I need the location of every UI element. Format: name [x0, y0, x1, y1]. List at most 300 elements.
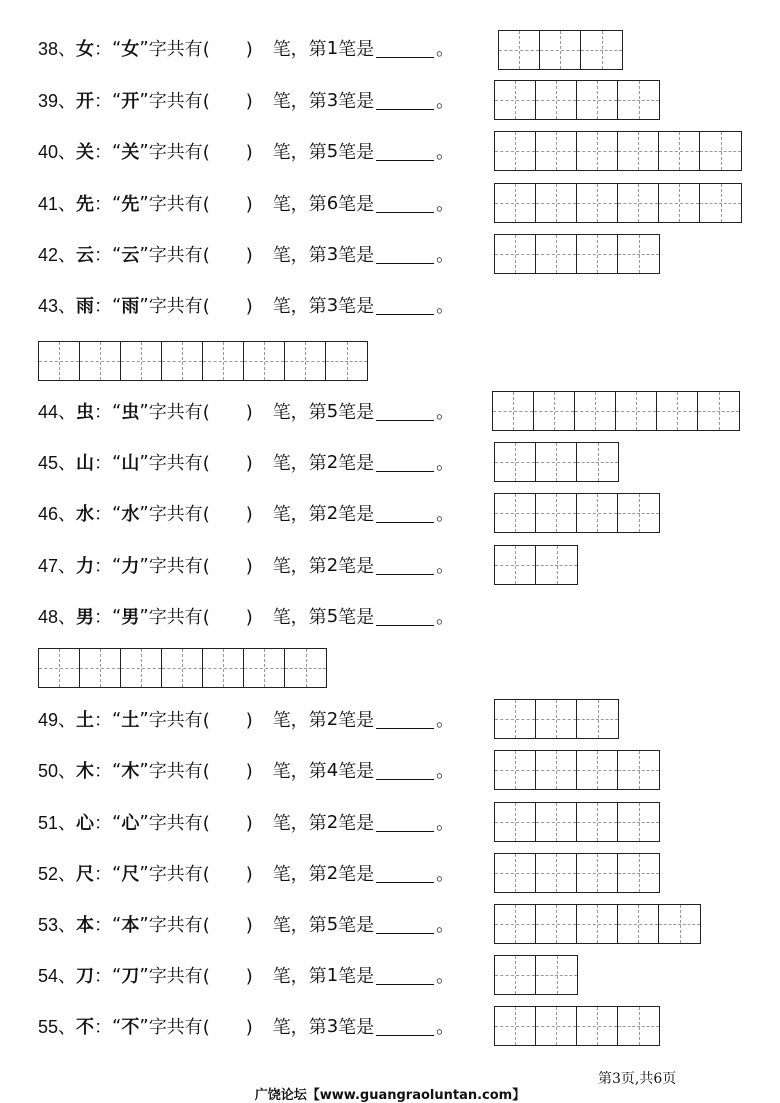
quoted-char: 虫 [121, 402, 140, 423]
quoted-char: 男 [121, 607, 140, 628]
stroke-index: 2 [326, 502, 339, 524]
writing-cell[interactable] [700, 132, 741, 170]
question-text: 笔，第 [272, 402, 327, 423]
question-text: 笔，第 [272, 864, 327, 885]
writing-cell[interactable] [285, 649, 326, 687]
writing-grid [494, 904, 701, 944]
question-text: 字共有 [148, 402, 203, 423]
writing-cell[interactable] [495, 1007, 536, 1045]
writing-cell[interactable] [577, 132, 618, 170]
writing-cell[interactable] [495, 751, 536, 789]
writing-cell[interactable] [495, 184, 536, 222]
question-number: 47、 [38, 556, 77, 576]
writing-cell[interactable] [536, 751, 577, 789]
question-text: 字共有 [148, 194, 203, 215]
writing-cell[interactable] [536, 803, 577, 841]
writing-cell[interactable] [616, 392, 657, 430]
stroke-count-answer[interactable]: ( ) [202, 91, 253, 112]
open-quote: “ [112, 964, 122, 986]
stroke-index: 4 [326, 759, 339, 781]
question-number: 41、 [38, 194, 77, 214]
close-quote: ” [139, 502, 149, 524]
stroke-count-answer[interactable]: ( ) [202, 710, 253, 731]
quoted-char: 不 [121, 1017, 140, 1038]
target-char: 本 [76, 915, 95, 936]
stroke-count-answer[interactable]: ( ) [202, 607, 253, 628]
target-char: 木 [76, 761, 95, 782]
writing-cell[interactable] [618, 1007, 659, 1045]
quoted-char: 山 [121, 453, 140, 474]
stroke-index: 2 [326, 451, 339, 473]
open-quote: “ [112, 554, 122, 576]
writing-cell[interactable] [536, 81, 577, 119]
writing-cell[interactable] [499, 31, 540, 69]
writing-cell[interactable] [577, 443, 618, 481]
question-text: 笔是 [338, 710, 375, 731]
stroke-count-answer[interactable]: ( ) [202, 864, 253, 885]
writing-grid [494, 1006, 660, 1046]
writing-grid [494, 493, 660, 533]
stroke-answer-blank[interactable] [376, 245, 434, 264]
question-number: 43、 [38, 296, 77, 316]
quoted-char: 云 [121, 245, 140, 266]
target-char: 虫 [76, 402, 95, 423]
quoted-char: 土 [121, 710, 140, 731]
writing-cell[interactable] [659, 132, 700, 170]
stroke-index: 5 [326, 400, 339, 422]
close-quote: ” [139, 89, 149, 111]
question-row [38, 285, 454, 325]
stroke-answer-blank[interactable] [376, 1017, 434, 1036]
writing-cell[interactable] [536, 546, 577, 584]
writing-grid [494, 131, 742, 171]
target-char: 先 [76, 194, 95, 215]
writing-grid [494, 699, 619, 739]
writing-cell[interactable] [536, 235, 577, 273]
writing-cell[interactable] [577, 235, 618, 273]
writing-cell[interactable] [80, 649, 121, 687]
writing-cell[interactable] [536, 494, 577, 532]
question-row [38, 802, 454, 842]
close-quote: ” [139, 811, 149, 833]
stroke-count-answer[interactable]: ( ) [202, 194, 253, 215]
stroke-count-answer[interactable]: ( ) [202, 245, 253, 266]
quoted-char: 水 [121, 504, 140, 525]
writing-cell[interactable] [536, 1007, 577, 1045]
quoted-char: 刀 [121, 966, 140, 987]
question-text: 笔是 [338, 39, 375, 60]
question-row [38, 28, 454, 68]
stroke-count-answer[interactable]: ( ) [202, 39, 253, 60]
stroke-answer-blank[interactable] [376, 453, 434, 472]
writing-cell[interactable] [493, 392, 534, 430]
question-text: 笔是 [338, 142, 375, 163]
period: 。 [436, 1017, 455, 1038]
writing-grid [494, 853, 660, 893]
period: 。 [436, 245, 455, 266]
question-number: 50、 [38, 761, 77, 781]
writing-grid [494, 234, 660, 274]
close-quote: ” [139, 243, 149, 265]
writing-cell[interactable] [536, 132, 577, 170]
target-char: 男 [76, 607, 95, 628]
open-quote: “ [112, 759, 122, 781]
period: 。 [436, 91, 455, 112]
question-text: 笔，第 [272, 504, 327, 525]
question-text: 笔是 [338, 453, 375, 474]
writing-cell[interactable] [326, 342, 367, 380]
target-char: 雨 [76, 296, 95, 317]
stroke-count-answer[interactable]: ( ) [202, 761, 253, 782]
stroke-answer-blank[interactable] [376, 813, 434, 832]
question-text: 字共有 [148, 710, 203, 731]
writing-cell[interactable] [285, 342, 326, 380]
writing-cell[interactable] [495, 700, 536, 738]
target-char: 山 [76, 453, 95, 474]
writing-cell[interactable] [618, 751, 659, 789]
open-quote: “ [112, 708, 122, 730]
question-text: 笔，第 [272, 142, 327, 163]
question-text: 字共有 [148, 966, 203, 987]
question-number: 49、 [38, 710, 77, 730]
question-row [38, 234, 454, 274]
period: 。 [436, 966, 455, 987]
question-text: 笔，第 [272, 1017, 327, 1038]
writing-grid [494, 802, 660, 842]
writing-cell[interactable] [39, 649, 80, 687]
period: 。 [436, 761, 455, 782]
question-text: 笔是 [338, 761, 375, 782]
question-row [38, 183, 454, 223]
stroke-index: 3 [326, 243, 339, 265]
period: 。 [436, 194, 455, 215]
colon: ： [94, 194, 113, 215]
writing-cell[interactable] [244, 649, 285, 687]
question-text: 笔是 [338, 915, 375, 936]
stroke-index: 6 [326, 192, 339, 214]
writing-cell[interactable] [618, 81, 659, 119]
writing-cell[interactable] [534, 392, 575, 430]
colon: ： [94, 39, 113, 60]
stroke-answer-blank[interactable] [376, 39, 434, 58]
question-number: 46、 [38, 504, 77, 524]
question-row [38, 699, 454, 739]
question-text: 笔，第 [272, 556, 327, 577]
question-number: 55、 [38, 1017, 77, 1037]
colon: ： [94, 91, 113, 112]
stroke-count-answer[interactable]: ( ) [202, 142, 253, 163]
stroke-count-answer[interactable]: ( ) [202, 296, 253, 317]
question-text: 笔，第 [272, 915, 327, 936]
writing-cell[interactable] [577, 1007, 618, 1045]
stroke-count-answer[interactable]: ( ) [202, 915, 253, 936]
question-row [38, 1006, 454, 1046]
close-quote: ” [139, 964, 149, 986]
stroke-count-answer[interactable]: ( ) [202, 453, 253, 474]
writing-cell[interactable] [536, 854, 577, 892]
question-text: 字共有 [148, 1017, 203, 1038]
stroke-answer-blank[interactable] [376, 556, 434, 575]
question-text: 笔，第 [272, 91, 327, 112]
question-row [38, 904, 454, 944]
quoted-char: 雨 [121, 296, 140, 317]
stroke-index: 2 [326, 811, 339, 833]
stroke-index: 3 [326, 89, 339, 111]
stroke-answer-blank[interactable] [376, 194, 434, 213]
writing-cell[interactable] [203, 342, 244, 380]
writing-cell[interactable] [577, 700, 618, 738]
question-text: 字共有 [148, 607, 203, 628]
question-number: 39、 [38, 91, 77, 111]
period: 。 [436, 710, 455, 731]
question-row [38, 80, 454, 120]
footer-site: 广饶论坛【www.guangraoluntan.com】 [254, 1088, 526, 1103]
writing-cell[interactable] [536, 700, 577, 738]
question-text: 笔是 [338, 402, 375, 423]
question-text: 字共有 [148, 296, 203, 317]
writing-cell[interactable] [39, 342, 80, 380]
question-text: 笔，第 [272, 607, 327, 628]
quoted-char: 木 [121, 761, 140, 782]
writing-cell[interactable] [536, 184, 577, 222]
writing-cell[interactable] [618, 803, 659, 841]
quoted-char: 先 [121, 194, 140, 215]
question-row [38, 442, 454, 482]
target-char: 尺 [76, 864, 95, 885]
period: 。 [436, 504, 455, 525]
question-text: 笔是 [338, 813, 375, 834]
stroke-answer-blank[interactable] [376, 504, 434, 523]
writing-cell[interactable] [495, 905, 536, 943]
stroke-count-answer[interactable]: ( ) [202, 556, 253, 577]
writing-cell[interactable] [698, 392, 739, 430]
quoted-char: 关 [121, 142, 140, 163]
writing-cell[interactable] [577, 494, 618, 532]
question-text: 笔是 [338, 296, 375, 317]
question-number: 48、 [38, 607, 77, 627]
stroke-answer-blank[interactable] [376, 607, 434, 626]
open-quote: “ [112, 502, 122, 524]
writing-cell[interactable] [700, 184, 741, 222]
writing-cell[interactable] [618, 235, 659, 273]
question-row [38, 131, 454, 171]
writing-cell[interactable] [495, 235, 536, 273]
writing-cell[interactable] [162, 342, 203, 380]
stroke-index: 2 [326, 708, 339, 730]
question-text: 字共有 [148, 504, 203, 525]
stroke-answer-blank[interactable] [376, 710, 434, 729]
writing-grid [494, 80, 660, 120]
writing-cell[interactable] [121, 342, 162, 380]
close-quote: ” [139, 708, 149, 730]
close-quote: ” [139, 451, 149, 473]
question-text: 字共有 [148, 39, 203, 60]
writing-cell[interactable] [536, 956, 577, 994]
writing-cell[interactable] [618, 132, 659, 170]
open-quote: “ [112, 243, 122, 265]
period: 。 [436, 296, 455, 317]
question-row [38, 493, 454, 533]
period: 。 [436, 864, 455, 885]
stroke-answer-blank[interactable] [376, 296, 434, 315]
question-text: 字共有 [148, 453, 203, 474]
question-number: 53、 [38, 915, 77, 935]
target-char: 心 [76, 813, 95, 834]
question-text: 笔，第 [272, 39, 327, 60]
question-text: 字共有 [148, 142, 203, 163]
writing-cell[interactable] [618, 494, 659, 532]
writing-cell[interactable] [244, 342, 285, 380]
quoted-char: 本 [121, 915, 140, 936]
question-text: 笔是 [338, 864, 375, 885]
question-text: 笔是 [338, 1017, 375, 1038]
question-number: 54、 [38, 966, 77, 986]
stroke-count-answer[interactable]: ( ) [202, 966, 253, 987]
question-text: 字共有 [148, 245, 203, 266]
writing-cell[interactable] [577, 803, 618, 841]
writing-cell[interactable] [495, 546, 536, 584]
writing-grid [38, 341, 368, 381]
writing-cell[interactable] [618, 854, 659, 892]
writing-cell[interactable] [577, 184, 618, 222]
question-text: 笔是 [338, 504, 375, 525]
colon: ： [94, 915, 113, 936]
writing-grid [494, 750, 660, 790]
writing-cell[interactable] [577, 81, 618, 119]
question-text: 字共有 [148, 813, 203, 834]
writing-cell[interactable] [495, 854, 536, 892]
period: 。 [436, 556, 455, 577]
colon: ： [94, 966, 113, 987]
writing-grid [38, 648, 327, 688]
writing-cell[interactable] [659, 905, 700, 943]
question-text: 笔，第 [272, 761, 327, 782]
question-text: 笔是 [338, 245, 375, 266]
stroke-index: 1 [326, 37, 339, 59]
target-char: 关 [76, 142, 95, 163]
page-number: 第3页,共6页 [598, 1071, 677, 1087]
stroke-count-answer[interactable]: ( ) [202, 1017, 253, 1038]
writing-cell[interactable] [495, 956, 536, 994]
stroke-answer-blank[interactable] [376, 402, 434, 421]
colon: ： [94, 504, 113, 525]
stroke-answer-blank[interactable] [376, 966, 434, 985]
writing-cell[interactable] [577, 905, 618, 943]
open-quote: “ [112, 1015, 122, 1037]
writing-cell[interactable] [575, 392, 616, 430]
writing-cell[interactable] [80, 342, 121, 380]
writing-cell[interactable] [495, 132, 536, 170]
writing-cell[interactable] [162, 649, 203, 687]
stroke-answer-blank[interactable] [376, 915, 434, 934]
question-number: 51、 [38, 813, 77, 833]
target-char: 云 [76, 245, 95, 266]
writing-cell[interactable] [540, 31, 581, 69]
close-quote: ” [139, 400, 149, 422]
stroke-answer-blank[interactable] [376, 864, 434, 883]
stroke-index: 2 [326, 862, 339, 884]
question-text: 笔，第 [272, 710, 327, 731]
writing-cell[interactable] [659, 184, 700, 222]
target-char: 水 [76, 504, 95, 525]
target-char: 刀 [76, 966, 95, 987]
question-text: 字共有 [148, 91, 203, 112]
question-row [38, 596, 454, 636]
question-number: 44、 [38, 402, 77, 422]
question-text: 笔是 [338, 607, 375, 628]
target-char: 女 [76, 39, 95, 60]
colon: ： [94, 813, 113, 834]
quoted-char: 开 [121, 91, 140, 112]
close-quote: ” [139, 605, 149, 627]
stroke-answer-blank[interactable] [376, 91, 434, 110]
question-text: 笔是 [338, 194, 375, 215]
colon: ： [94, 556, 113, 577]
period: 。 [436, 453, 455, 474]
question-text: 笔，第 [272, 966, 327, 987]
question-row [38, 853, 454, 893]
writing-cell[interactable] [577, 854, 618, 892]
writing-cell[interactable] [495, 494, 536, 532]
writing-cell[interactable] [618, 184, 659, 222]
stroke-count-answer[interactable]: ( ) [202, 402, 253, 423]
period: 。 [436, 142, 455, 163]
writing-cell[interactable] [203, 649, 244, 687]
writing-cell[interactable] [657, 392, 698, 430]
writing-cell[interactable] [581, 31, 622, 69]
open-quote: “ [112, 862, 122, 884]
question-number: 38、 [38, 39, 77, 59]
stroke-index: 3 [326, 1015, 339, 1037]
writing-cell[interactable] [618, 905, 659, 943]
writing-cell[interactable] [495, 443, 536, 481]
writing-cell[interactable] [536, 443, 577, 481]
question-row [38, 391, 454, 431]
close-quote: ” [139, 192, 149, 214]
question-text: 笔，第 [272, 245, 327, 266]
period: 。 [436, 607, 455, 628]
writing-cell[interactable] [577, 751, 618, 789]
writing-cell[interactable] [536, 905, 577, 943]
stroke-index: 5 [326, 913, 339, 935]
question-text: 笔，第 [272, 813, 327, 834]
writing-grid [498, 30, 623, 70]
open-quote: “ [112, 913, 122, 935]
writing-cell[interactable] [121, 649, 162, 687]
question-row [38, 750, 454, 790]
close-quote: ” [139, 1015, 149, 1037]
writing-grid [494, 955, 578, 995]
quoted-char: 女 [121, 39, 140, 60]
close-quote: ” [139, 37, 149, 59]
period: 。 [436, 39, 455, 60]
stroke-count-answer[interactable]: ( ) [202, 813, 253, 834]
colon: ： [94, 761, 113, 782]
stroke-index: 5 [326, 140, 339, 162]
stroke-index: 1 [326, 964, 339, 986]
writing-cell[interactable] [495, 81, 536, 119]
stroke-answer-blank[interactable] [376, 142, 434, 161]
stroke-answer-blank[interactable] [376, 761, 434, 780]
writing-cell[interactable] [495, 803, 536, 841]
question-text: 笔，第 [272, 296, 327, 317]
colon: ： [94, 142, 113, 163]
stroke-count-answer[interactable]: ( ) [202, 504, 253, 525]
question-text: 笔是 [338, 91, 375, 112]
question-number: 52、 [38, 864, 77, 884]
colon: ： [94, 453, 113, 474]
question-text: 笔，第 [272, 194, 327, 215]
